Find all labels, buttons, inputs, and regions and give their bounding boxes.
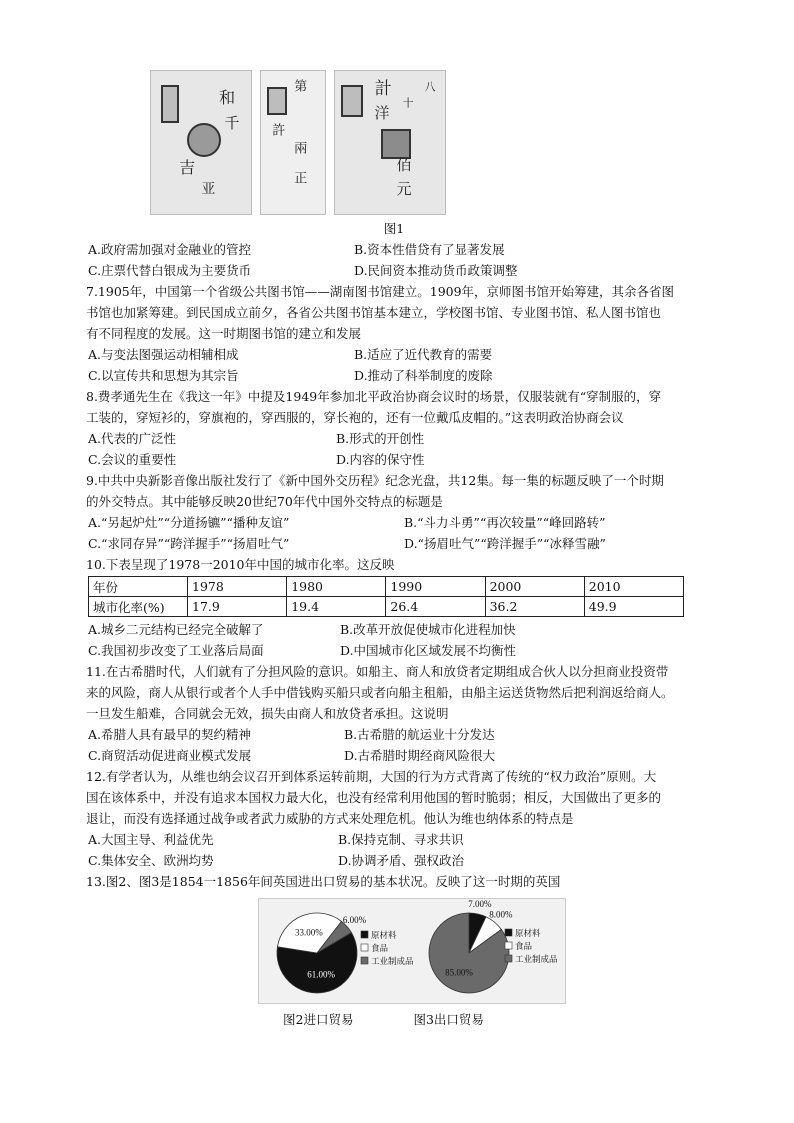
q9-stem-line: 9.中共中央新影音像出版社发行了《新中国外交历程》纪念光盘，共12集。每一集的标题反映了一个时期 — [86, 473, 664, 488]
legend-label: 食品 — [371, 943, 389, 953]
urbanization-table — [88, 576, 684, 617]
q12-option-d[interactable]: D.协调矛盾、强权政治 — [338, 853, 465, 868]
q6-options-row1 — [88, 239, 700, 260]
legend-label: 食品 — [515, 941, 533, 951]
q11-option-c[interactable]: C.商贸活动促进商业模式发展 — [88, 748, 252, 763]
table-cell: 1980 — [287, 577, 386, 597]
export-caption: 图3出口贸易 — [413, 1012, 484, 1027]
seal-stamp — [267, 87, 287, 115]
q9-option-a[interactable]: A.“另起炉灶”“分道扬镳”“播种友谊” — [88, 515, 290, 530]
q11-option-a[interactable]: A.希腊人具有最早的契约精神 — [88, 727, 252, 742]
q8-options-row2 — [88, 449, 700, 470]
q11-option-d[interactable]: D.古希腊时期经商风险很大 — [344, 748, 496, 763]
note-glyph: 千 — [222, 115, 241, 130]
pie-label-0-0: 61.00% — [307, 969, 335, 980]
note-glyph: 第 — [291, 79, 307, 92]
q12-stem-line: 12.有学者认为，从维也纳会议召开到体系运转前期，大国的行为方式背离了传统的“权力政治”原则。大 — [86, 769, 657, 784]
q6-option-a[interactable]: A.政府需加强对金融业的管控 — [88, 242, 252, 257]
square-seal — [381, 129, 411, 159]
note-glyph: 正 — [291, 171, 307, 184]
q12-option-a[interactable]: A.大国主导、利益优先 — [88, 832, 214, 847]
pie-label-0-1: 33.00% — [295, 927, 323, 938]
note-glyph: 八 — [423, 81, 437, 92]
pie-label-1-0: 7.00% — [468, 899, 492, 910]
q10-option-a[interactable]: A.城乡二元结构已经完全破解了 — [88, 622, 264, 637]
figure-2-3-pies — [258, 898, 566, 1004]
q7-options-row1 — [88, 344, 700, 365]
q7-option-a[interactable]: A.与变法图强运动相辅相成 — [88, 347, 239, 362]
round-seal — [187, 123, 221, 157]
table-cell: 1990 — [386, 577, 485, 597]
q8-option-a[interactable]: A.代表的广泛性 — [88, 431, 177, 446]
legend-swatch — [505, 929, 512, 936]
q10-options-row2 — [88, 640, 700, 661]
legend-swatch — [361, 957, 368, 964]
legend-swatch — [505, 955, 512, 962]
legend-label: 原材料 — [371, 930, 397, 940]
table-cell: 17.9 — [188, 597, 287, 617]
q10-option-b[interactable]: B.改革开放促使城市化进程加快 — [340, 622, 516, 637]
q7-stem-line: 书馆也加紧筹建。到民国成立前夕，各省公共图书馆基本建立，学校图书馆、专业图书馆、私人图书馆也 — [86, 305, 662, 320]
table-row — [89, 577, 684, 597]
q6-option-c[interactable]: C.庄票代替白银成为主要货币 — [88, 263, 252, 278]
pie-label-0-2: 6.00% — [342, 914, 367, 925]
import-caption: 图2进口贸易 — [283, 1012, 354, 1027]
q9-option-c[interactable]: C.“求同存异”“跨洋握手”“扬眉吐气” — [88, 536, 290, 551]
q12-options-row1 — [88, 829, 700, 850]
q7-options-row2 — [88, 365, 700, 386]
q9-stem-line: 的外交特点。其中能够反映20世纪70年代中国外交特点的标题是 — [86, 494, 443, 509]
q9-option-d[interactable]: D.“扬眉吐气”“跨洋握手”“冰释雪融” — [404, 536, 606, 551]
note-glyph: 亚 — [199, 181, 216, 195]
q11-stem-line: 一旦发生船难，合同就会无效，损失由商人和放贷者承担。这说明 — [86, 706, 449, 721]
q8-stem-line: 8.费孝通先生在《我这一年》中提及1949年参加北平政治协商会议时的场景，仅服装就有“穿制服的，穿 — [86, 389, 662, 404]
table-cell: 2000 — [485, 577, 584, 597]
q11-options-row2 — [88, 745, 700, 766]
seal-stamp — [161, 85, 179, 123]
note-photo-3 — [334, 70, 446, 215]
q7-stem-line: 有不同程度的发展。这一时期图书馆的建立和发展 — [86, 326, 362, 341]
q10-options-row1 — [88, 619, 700, 640]
table-row — [89, 597, 684, 617]
legend-swatch — [361, 944, 368, 951]
exam-page — [88, 70, 700, 1028]
table-cell: 19.4 — [287, 597, 386, 617]
legend-swatch — [505, 942, 512, 949]
q10-option-d[interactable]: D.中国城市化区域发展不均衡性 — [340, 643, 517, 658]
note-glyph: 兩 — [291, 141, 307, 154]
q11-stem-line: 来的风险，商人从银行或者个人手中借钱购买船只或者向船主租船，由船主运送货物然后把利润返给商人。 — [86, 685, 674, 700]
legend-label: 工业制成品 — [371, 956, 414, 966]
pie-charts-svg — [259, 899, 565, 1003]
q11-option-b[interactable]: B.古希腊的航运业十分发达 — [344, 727, 495, 742]
q12-stem-line: 国在该体系中，并没有追求本国权力最大化，也没有经常利用他国的暂时脆弱；相反，大国做出了更多的 — [86, 790, 662, 805]
legend-swatch — [361, 931, 368, 938]
q7-option-d[interactable]: D.推动了科举制度的废除 — [354, 368, 493, 383]
q9-options-row1 — [88, 512, 700, 533]
q9-option-b[interactable]: B.“斗力斗勇”“再次较量”“峰回路转” — [404, 515, 606, 530]
q8-options-row1 — [88, 428, 700, 449]
q8-option-b[interactable]: B.形式的开创性 — [336, 431, 425, 446]
seal-stamp — [341, 85, 363, 117]
note-glyph: 洋 — [372, 105, 391, 120]
q7-option-b[interactable]: B.适应了近代教育的需要 — [354, 347, 493, 362]
note-glyph: 計 — [370, 79, 391, 96]
table-cell: 26.4 — [386, 597, 485, 617]
q6-options-row2 — [88, 260, 700, 281]
q8-option-c[interactable]: C.会议的重要性 — [88, 452, 177, 467]
table-header-cell: 年份 — [89, 577, 188, 597]
q11-stem-line: 11.在古希腊时代，人们就有了分担风险的意识。如船主、商人和放贷者定期组成合伙人以分担商业投资带 — [86, 664, 669, 679]
q11-options-row1 — [88, 724, 700, 745]
q10-stem: 10.下表呈现了1978一2010年中国的城市化率。这反映 — [86, 557, 395, 572]
q9-options-row2 — [88, 533, 700, 554]
note-photo-1 — [150, 70, 252, 215]
q7-option-c[interactable]: C.以宣传共和思想为其宗旨 — [88, 368, 239, 383]
figure-captions — [283, 1010, 700, 1028]
q6-option-d[interactable]: D.民间资本推动货币政策调整 — [354, 263, 518, 278]
note-glyph: 吉 — [176, 159, 196, 175]
q6-option-b[interactable]: B.资本性借贷有了显著发展 — [354, 242, 505, 257]
table-cell: 36.2 — [485, 597, 584, 617]
pie-label-1-2: 85.00% — [445, 967, 473, 978]
table-cell: 2010 — [584, 577, 683, 597]
q12-option-c[interactable]: C.集体安全、欧洲均势 — [88, 853, 214, 868]
q7-stem-line: 7.1905年，中国第一个省级公共图书馆——湖南图书馆建立。1909年，京师图书馆开始筹建，其余各省图 — [86, 284, 675, 299]
table-cell: 1978 — [188, 577, 287, 597]
legend-label: 原材料 — [515, 928, 541, 938]
note-glyph: 元 — [394, 181, 413, 196]
note-glyph: 十 — [401, 97, 415, 108]
pie-label-1-1: 8.00% — [489, 909, 513, 920]
q12-stem-line: 退让，而没有选择通过战争或者武力威胁的方式来处理危机。他认为维也纳体系的特点是 — [86, 811, 574, 826]
table-cell: 49.9 — [584, 597, 683, 617]
figure-1-caption: 图1 — [383, 221, 405, 236]
q8-stem-line: 工装的，穿短衫的，穿旗袍的，穿西服的，穿长袍的，还有一位戴瓜皮帽的。”这表明政治协商会议 — [86, 410, 624, 425]
table-header-cell: 城市化率(%) — [89, 597, 188, 617]
q8-option-d[interactable]: D.内容的保守性 — [336, 452, 425, 467]
note-glyph: 佰 — [394, 157, 413, 172]
q13-stem: 13.图2、图3是1854一1856年间英国进出口贸易的基本状况。反映了这一时期的英国 — [86, 874, 561, 889]
note-glyph: 許 — [269, 123, 285, 136]
note-glyph: 和 — [216, 89, 236, 105]
q12-options-row2 — [88, 850, 700, 871]
note-photo-2 — [260, 70, 326, 215]
legend-label: 工业制成品 — [515, 954, 558, 964]
q10-option-c[interactable]: C.我国初步改变了工业落后局面 — [88, 643, 264, 658]
q12-option-b[interactable]: B.保持克制、寻求共识 — [338, 832, 464, 847]
figure-1-photos — [148, 70, 448, 215]
